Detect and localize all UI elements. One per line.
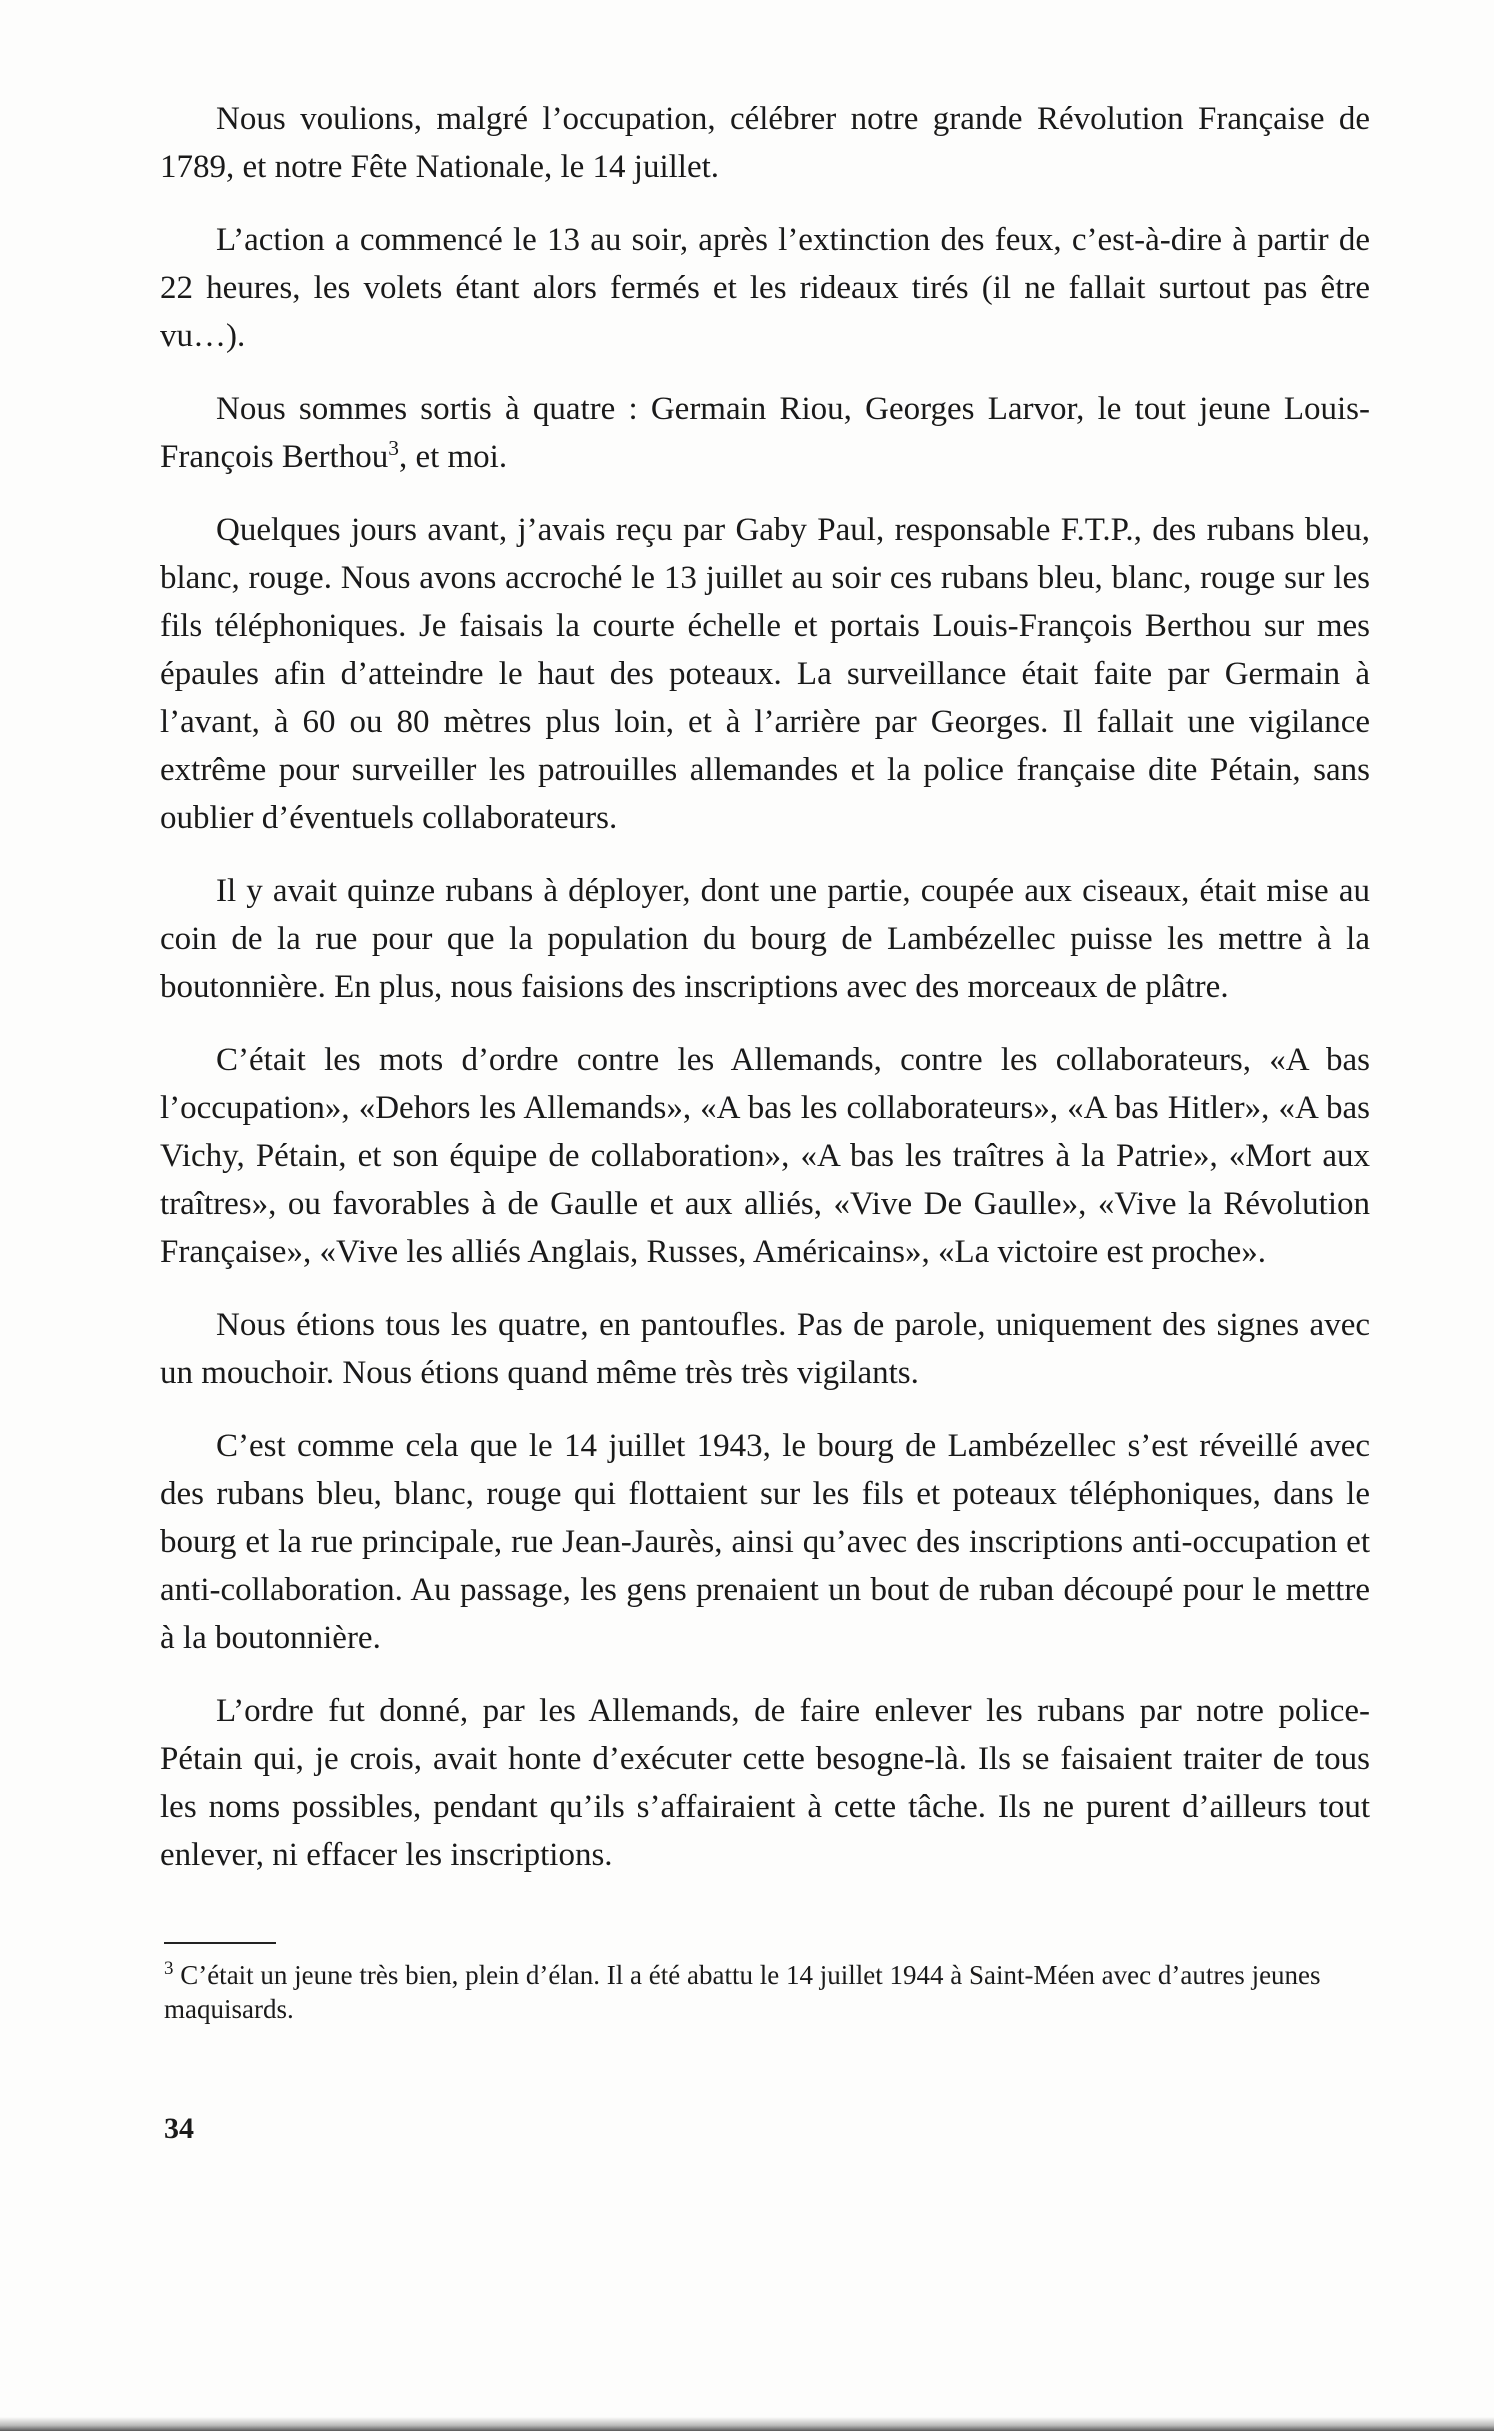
page-number: 34 <box>164 2112 194 2145</box>
footnote-number: 3 <box>164 1958 174 1979</box>
paragraph-8: C’est comme cela que le 14 juillet 1943, le bourg de Lambézellec s’est réveillé avec des rubans bleu, blanc, rouge qui flottaient sur les fils et poteaux téléphoniques, dans le bourg et la rue principale, rue Jean-Jaurès, ainsi qu’avec des inscriptions anti-occupation et anti-collaboration. Au passage, les gens prenaient un bout de ruban découpé pour le mettre à la boutonnière. <box>160 1428 1370 1656</box>
paragraph-7: Nous étions tous les quatre, en pantoufles. Pas de parole, uniquement des signes avec un mouchoir. Nous étions quand même très très vigilants. <box>160 1307 1370 1391</box>
paragraph-9: L’ordre fut donné, par les Allemands, de faire enlever les rubans par notre police-Pétain qui, je crois, avait honte d’exécuter cette besogne-là. Ils se faisaient traiter de tous les noms possibles, pendant qu’ils s’affairaient à cette tâche. Ils ne purent d’ailleurs tout enlever, ni effacer les inscriptions. <box>160 1693 1370 1873</box>
paragraph-3 <box>160 385 1370 481</box>
footnote <box>164 1958 1374 2026</box>
scan-edge <box>0 2417 1494 2431</box>
paragraph-6: C’était les mots d’ordre contre les Allemands, contre les collaborateurs, «A bas l’occupation», «Dehors les Allemands», «A bas les collaborateurs», «A bas Hitler», «A bas Vichy, Pétain, et son équipe de collaboration», «A bas les traîtres à la Patrie», «Mort aux traîtres», ou favorables à de Gaulle et aux alliés, «Vive De Gaulle», «Vive la Révolution Française», «Vive les alliés Anglais, Russes, Américains», «La victoire est proche». <box>160 1042 1370 1270</box>
paragraph-1: Nous voulions, malgré l’occupation, célébrer notre grande Révolution Française de 1789, et notre Fête Nationale, le 14 juillet. <box>160 101 1370 185</box>
paragraph-2: L’action a commencé le 13 au soir, après l’extinction des feux, c’est-à-dire à partir de 22 heures, les volets étant alors fermés et les rideaux tirés (il ne fallait surtout pas être vu…). <box>160 222 1370 354</box>
paragraph-3-text: Nous sommes sortis à quatre : Germain Riou, Georges Larvor, le tout jeune Louis-François Berthou <box>160 391 1370 475</box>
paragraph-3-text-end: , et moi. <box>398 439 508 475</box>
footnote-divider <box>164 1942 276 1944</box>
footnote-reference: 3 <box>388 436 399 460</box>
paragraph-4: Quelques jours avant, j’avais reçu par Gaby Paul, responsable F.T.P., des rubans bleu, blanc, rouge. Nous avons accroché le 13 juillet au soir ces rubans bleu, blanc, rouge sur les fils téléphoniques. Je faisais la courte échelle et portais Louis-François Berthou sur mes épaules afin d’atteindre le haut des poteaux. La surveillance était faite par Germain à l’avant, à 60 ou 80 mètres plus loin, et à l’arrière par Georges. Il fallait une vigilance extrême pour surveiller les patrouilles allemandes et la police française dite Pétain, sans oublier d’éventuels collaborateurs. <box>160 512 1370 836</box>
footnote-text: C’était un jeune très bien, plein d’élan. Il a été abattu le 14 juillet 1944 à Saint-Méen avec d’autres jeunes maquisards. <box>164 1960 1321 2024</box>
body-text <box>160 95 1370 1904</box>
paragraph-5: Il y avait quinze rubans à déployer, dont une partie, coupée aux ciseaux, était mise au coin de la rue pour que la population du bourg de Lambézellec puisse les mettre à la boutonnière. En plus, nous faisions des inscriptions avec des morceaux de plâtre. <box>160 873 1370 1005</box>
